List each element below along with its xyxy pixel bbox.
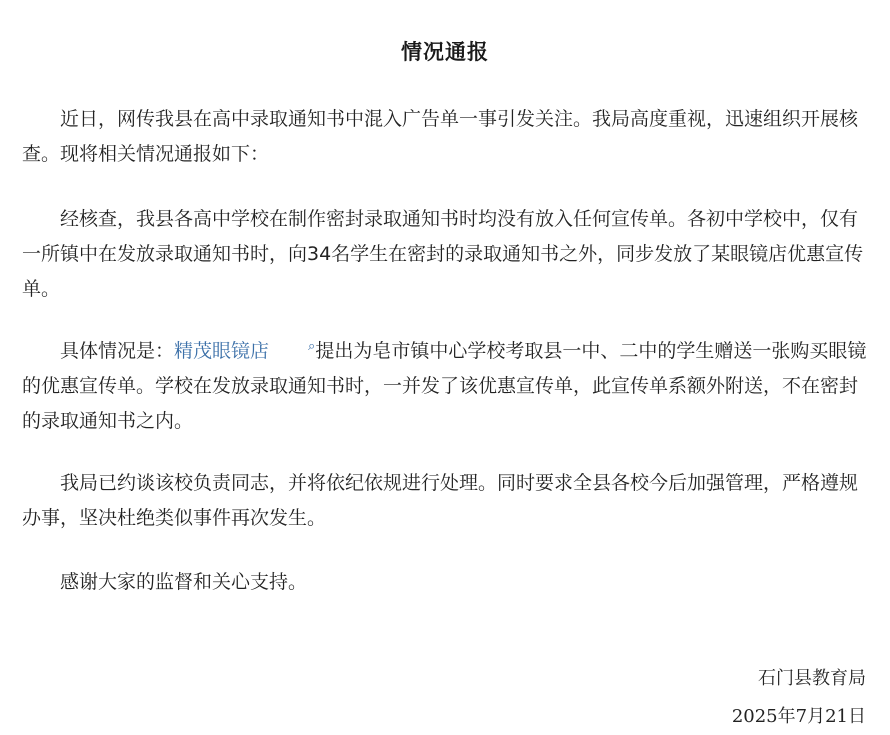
paragraph-handling: 我局已约谈该校负责同志，并将依纪依规进行处理。同时要求全县各校今后加强管理，严格遵规办事，坚决杜绝类似事件再次发生。 (22, 472, 859, 529)
paragraph-details: 具体情况是：精茂眼镜店 ⌕提出为皂市镇中心学校考取县一中、二中的学生赠送一张购买眼镜的优惠宣传单。学校在发放录取通知书时，一并发了该优惠宣传单，此宣传单系额外附送，不在密封的录取通知书之内。 (22, 338, 867, 432)
paragraph-thanks: 感谢大家的监督和关心支持。 (60, 571, 308, 593)
details-prefix: 具体情况是： (60, 340, 175, 362)
paragraph-intro: 近日，网传我县在高中录取通知书中混入广告单一事引发关注。我局高度重视，迅速组织开展核查。现将相关情况通报如下： (22, 108, 859, 165)
shop-name-link[interactable]: 精茂眼镜店 (174, 340, 270, 362)
details-suffix: 提出为皂市镇中心学校考取县一中、二中的学生赠送一张购买眼镜的优惠宣传单。学校在发放录取通知书时，一并发了该优惠宣传单，此宣传单系额外附送，不在密封的录取通知书之内。 (22, 340, 867, 432)
signature-organization: 石门县教育局 (758, 668, 866, 689)
signature-date: 2025年7月21日 (731, 706, 866, 727)
paragraph-investigation: 经核查，我县各高中学校在制作密封录取通知书时均没有放入任何宣传单。各初中学校中，仅有一所镇中在发放录取通知书时，向34名学生在密封的录取通知书之外，同步发放了某眼镜店优惠宣传单。 (22, 208, 864, 300)
page-title: 情况通报 (401, 40, 489, 64)
